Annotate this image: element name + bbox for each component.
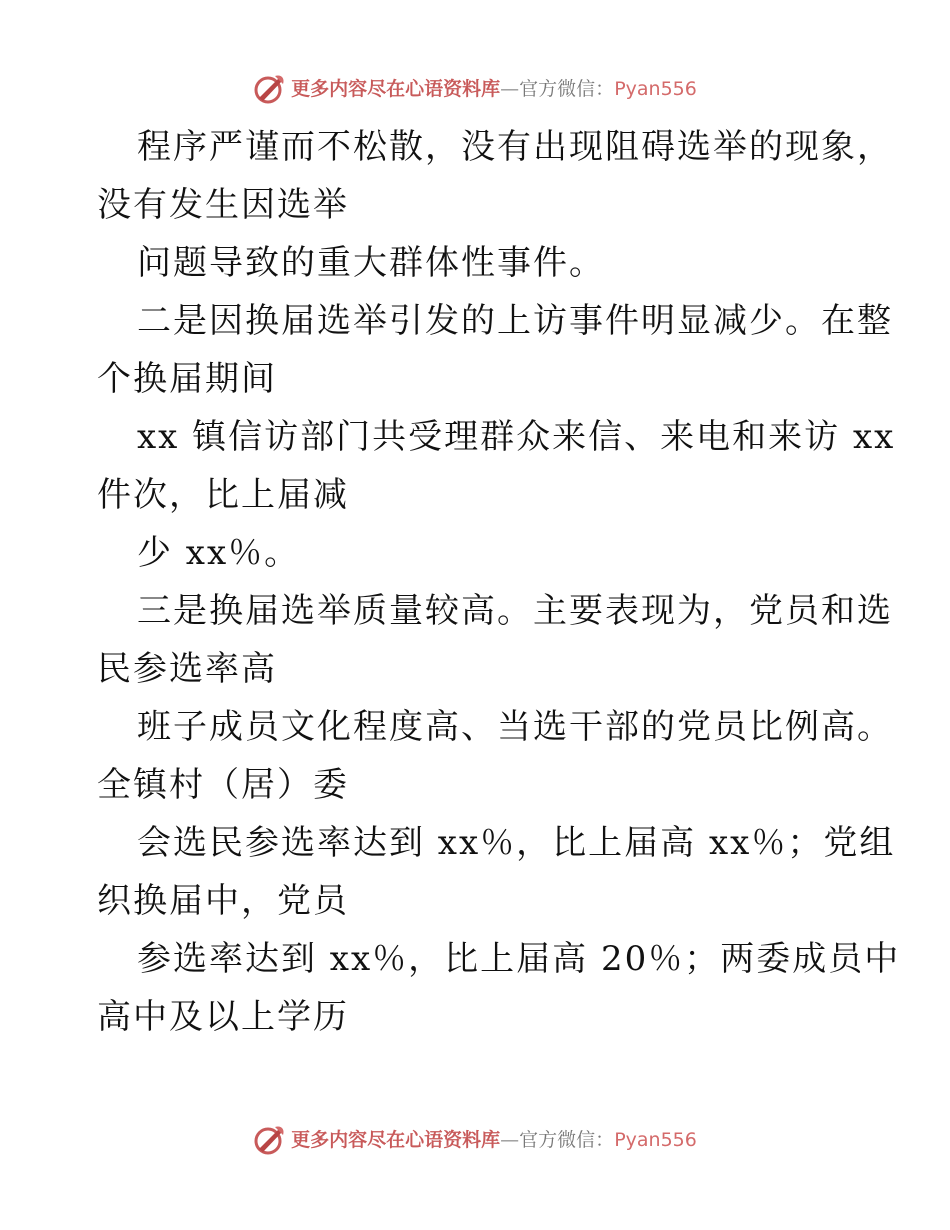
text-line: xx 镇信访部门共受理群众来信、来电和来访 xx bbox=[137, 417, 896, 457]
document-body bbox=[97, 118, 901, 1046]
text-line: 程序严谨而不松散，没有出现阻碍选举的现象， bbox=[137, 127, 893, 167]
footer-watermark bbox=[0, 1123, 950, 1157]
text-line: 会选民参选率达到 xx％，比上届高 xx％；党组 bbox=[137, 823, 896, 863]
text-line: 高中及以上学历 bbox=[97, 997, 349, 1037]
text-line: 三是换届选举质量较高。主要表现为，党员和选 bbox=[137, 591, 893, 631]
watermark-account: Pyan556 bbox=[614, 1129, 697, 1151]
watermark-label: 官方微信： bbox=[519, 78, 615, 100]
header-watermark bbox=[0, 72, 950, 106]
watermark-label: 官方微信： bbox=[519, 1129, 615, 1151]
watermark-dash: — bbox=[500, 78, 520, 100]
text-line: 少 xx％。 bbox=[137, 533, 301, 573]
text-line: 问题导致的重大群体性事件。 bbox=[137, 243, 605, 283]
text-line: 民参选率高 bbox=[97, 649, 277, 689]
text-line: 二是因换届选举引发的上访事件明显减少。在整 bbox=[137, 301, 893, 341]
watermark-dash: — bbox=[500, 1129, 520, 1151]
text-line: 参选率达到 xx％，比上届高 20％；两委成员中 bbox=[137, 939, 901, 979]
text-line: 没有发生因选举 bbox=[97, 185, 349, 225]
text-line: 个换届期间 bbox=[97, 359, 277, 399]
quill-logo-icon bbox=[253, 72, 287, 106]
quill-logo-icon bbox=[253, 1123, 287, 1157]
text-line: 件次，比上届减 bbox=[97, 475, 349, 515]
text-line: 织换届中，党员 bbox=[97, 881, 349, 921]
text-line: 全镇村（居）委 bbox=[97, 765, 349, 805]
text-line: 班子成员文化程度高、当选干部的党员比例高。 bbox=[137, 707, 893, 747]
watermark-account: Pyan556 bbox=[614, 78, 697, 100]
watermark-brand-text: 更多内容尽在心语资料库 bbox=[291, 78, 501, 100]
watermark-brand-text: 更多内容尽在心语资料库 bbox=[291, 1129, 501, 1151]
